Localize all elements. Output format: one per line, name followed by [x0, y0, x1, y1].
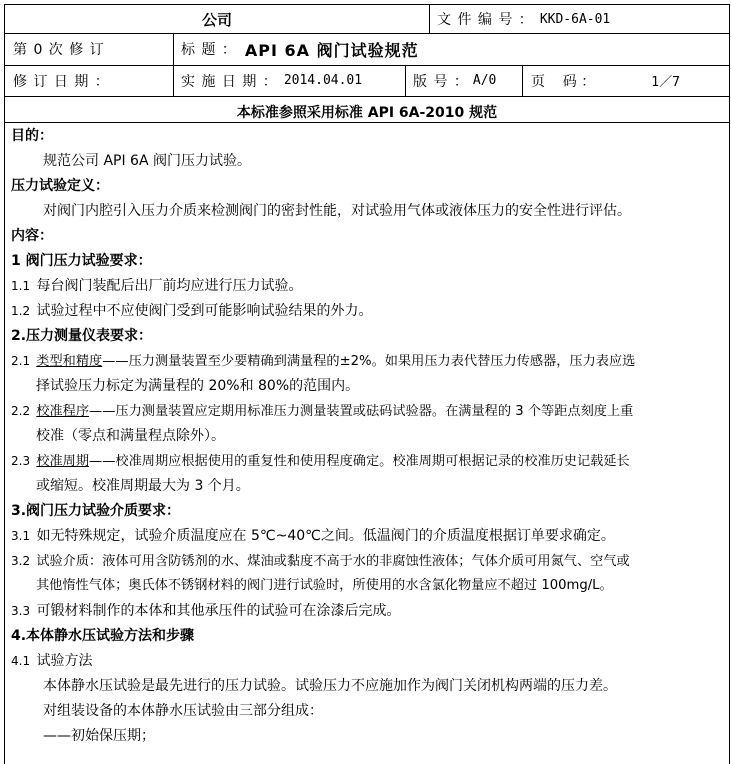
version-value: A/0	[472, 73, 497, 88]
item-1-1-text: 每台阀门装配后出厂前均应进行压力试验。	[36, 278, 303, 294]
item-2-3-number: 2.3	[11, 454, 31, 468]
item-2-2-cont: 校准（零点和满量程点除外）。	[36, 428, 225, 444]
item-4-1-number: 4.1	[11, 654, 31, 668]
definition-text: 对阀门内腔引入压力介质来检测阀门的密封性能，对试验用气体或液体压力的安全性进行评估。	[43, 203, 631, 219]
item-2-2-text: ——压力测量装置应定期用标准压力测量装置或砝码试验器。在满量程的 3 个等距点刻度上重	[89, 404, 634, 419]
impl-date: 2014.04.01	[283, 73, 363, 88]
revision-count: 第 0 次 修 订	[13, 42, 105, 58]
header-divider-c	[405, 65, 406, 96]
content-heading: 内容：	[11, 228, 53, 244]
version-label: 版 号 ：	[413, 73, 469, 90]
item-3-1-number: 3.1	[11, 529, 31, 543]
item-1-2	[11, 300, 373, 322]
document-page	[4, 4, 730, 764]
header-divider-a	[429, 5, 430, 33]
item-3-2-cont: 其他惰性气体；奥氏体不锈钢材料的阀门进行试验时，所使用的水含氯化物量应不超过 100mg/L。	[36, 578, 613, 593]
item-3-2	[11, 550, 630, 572]
title-label: 标 题 ：	[181, 42, 237, 58]
purpose-text: 规范公司 API 6A 阀门压力试验。	[43, 153, 251, 169]
item-1-2-number: 1.2	[11, 304, 31, 318]
company-name: 公司	[201, 10, 232, 29]
definition-heading: 压力试验定义：	[11, 178, 109, 194]
header-divider-d	[522, 65, 523, 96]
item-3-3-text: 可锻材料制作的本体和其他承压件的试验可在涂漆后完成。	[36, 603, 401, 619]
section-1-heading: 1 阀门压力试验要求：	[11, 253, 152, 269]
item-1-2-text: 试验过程中不应使阀门受到可能影响试验结果的外力。	[36, 303, 373, 319]
doc-title: API 6A 阀门试验规范	[244, 40, 419, 60]
impl-date-label: 实 施 日 期 ：	[181, 73, 278, 90]
item-2-2-number: 2.2	[11, 404, 31, 418]
purpose-heading: 目的：	[11, 128, 53, 144]
doc-number-label: 文 件 编 号 ：	[437, 12, 534, 28]
header-rule-3	[5, 96, 729, 97]
item-2-1-cont: 择试验压力标定为满量程的 20%和 80%的范围内。	[36, 378, 360, 394]
item-2-2	[11, 400, 633, 422]
item-3-1-text: 如无特殊规定，试验介质温度应在 5℃~40℃之间。低温阀门的介质温度根据订单要求确定。	[36, 528, 615, 544]
item-1-1	[11, 275, 303, 297]
item-1-1-number: 1.1	[11, 279, 31, 293]
item-2-3-cont: 或缩短。校准周期最大为 3 个月。	[36, 478, 250, 494]
page-number: 1／7	[651, 75, 680, 90]
revision-date-label: 修 订 日 期 ：	[13, 73, 110, 90]
item-3-1	[11, 525, 615, 547]
item-3-2-number: 3.2	[11, 554, 31, 568]
impl-date-cell	[181, 65, 403, 96]
item-4-1	[11, 650, 93, 672]
page-cell	[531, 65, 727, 96]
section-3-heading: 3.阀门压力试验介质要求：	[11, 503, 181, 519]
item-2-2-term: 校准程序	[36, 404, 90, 419]
item-3-3	[11, 600, 401, 622]
item-3-2-text: 试验介质：液体可用含防锈剂的水、煤油或黏度不高于水的非腐蚀性液体；气体介质可用氮气、空气或	[36, 554, 630, 569]
item-2-3-text: ——校准周期应根据使用的重复性和使用程度确定。校准周期可根据记录的校准历史记载延长	[89, 454, 630, 469]
item-2-3	[11, 450, 630, 472]
item-2-1-text: ——压力测量装置至少要精确到满量程的±2%。如果用压力表代替压力传感器，压力表应选	[102, 354, 636, 369]
section-4-paragraph-2: 对组装设备的本体静水压试验由三部分组成：	[43, 703, 323, 719]
doc-number: KKD-6A-01	[539, 11, 611, 27]
header-divider-b	[173, 33, 174, 96]
item-4-1-text: 试验方法	[36, 653, 93, 669]
title-cell	[181, 33, 726, 65]
section-4-paragraph-3: ——初始保压期；	[43, 728, 155, 744]
section-4-heading: 4.本体静水压试验方法和步骤	[11, 628, 195, 644]
doc-number-cell	[437, 5, 727, 33]
item-2-1-term: 类型和精度	[36, 354, 103, 369]
section-4-paragraph-1: 本体静水压试验是最先进行的压力试验。试验压力不应施加作为阀门关闭机构两端的压力差。	[43, 678, 617, 694]
item-2-1-number: 2.1	[11, 354, 31, 368]
item-2-3-term: 校准周期	[36, 454, 90, 469]
item-3-3-number: 3.3	[11, 604, 31, 618]
section-2-heading: 2.压力测量仪表要求：	[11, 328, 153, 344]
version-cell	[413, 65, 521, 96]
page-label: 页 码 ：	[531, 73, 596, 90]
item-2-1	[11, 350, 635, 372]
reference-standard: 本标准参照采用标准 API 6A-2010 规范	[236, 105, 498, 121]
